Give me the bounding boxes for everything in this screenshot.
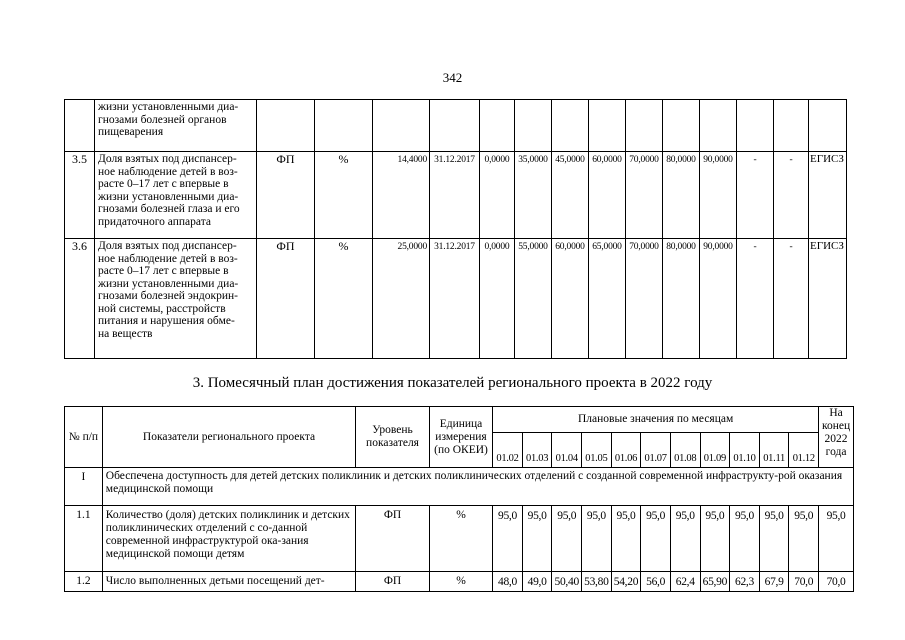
data-source: ЕГИСЗ	[809, 239, 847, 359]
period-value: 90,0000	[700, 152, 737, 239]
month-value: 95,0	[730, 506, 760, 572]
period-value: 90,0000	[700, 239, 737, 359]
indicator-level: ФП	[356, 572, 430, 592]
month-value: 67,9	[759, 572, 789, 592]
section-row	[65, 468, 854, 506]
period-value: 80,0000	[663, 239, 700, 359]
period-value: 35,0000	[515, 152, 552, 239]
month-value: 95,0	[611, 506, 641, 572]
month-value: 95,0	[789, 506, 819, 572]
month-value: 95,0	[493, 506, 523, 572]
month-value: 50,40	[552, 572, 582, 592]
period-value: 0,0000	[480, 152, 515, 239]
row-number: 1.1	[65, 506, 103, 572]
table-row	[65, 239, 847, 359]
period-value: 60,0000	[552, 239, 589, 359]
end-year-value: 70,0	[819, 572, 854, 592]
base-value	[373, 100, 430, 152]
month-header: 01.09	[700, 433, 730, 468]
month-header: 01.04	[552, 433, 582, 468]
period-value	[774, 100, 809, 152]
month-header: 01.12	[789, 433, 819, 468]
month-header: 01.07	[641, 433, 671, 468]
month-header: 01.02	[493, 433, 523, 468]
base-value: 14,4000	[373, 152, 430, 239]
table-row	[65, 572, 854, 592]
month-value: 95,0	[700, 506, 730, 572]
month-header: 01.03	[522, 433, 552, 468]
period-value	[515, 100, 552, 152]
month-header: 01.05	[582, 433, 612, 468]
month-header: 01.11	[759, 433, 789, 468]
section-title: 3. Помесячный план достижения показателей регионального проекта в 2022 году	[192, 375, 713, 391]
period-value: 70,0000	[626, 152, 663, 239]
period-value: 65,0000	[589, 239, 626, 359]
end-year-value: 95,0	[819, 506, 854, 572]
month-value: 49,0	[522, 572, 552, 592]
indicator-name: Количество (доля) детских поликлиник и детских поликлинических отделений с со-данной современной инфраструктурой ока-зания медицинской помощи детям	[102, 506, 355, 572]
indicator-name: Доля взятых под диспансер- ное наблюдение детей в воз- расте 0–17 лет с впервые в жизни установленными диа- гнозами болезней эндокрин- ной системы, расстройств питания и нарушения обме- на веществ	[95, 239, 257, 359]
page-number: 342	[442, 70, 463, 85]
base-date	[430, 100, 480, 152]
period-value: 80,0000	[663, 152, 700, 239]
indicator-level: ФП	[257, 239, 315, 359]
base-value: 25,0000	[373, 239, 430, 359]
month-value: 54,20	[611, 572, 641, 592]
header-unit: Единица измерения (по ОКЕИ)	[429, 407, 492, 468]
month-value: 95,0	[670, 506, 700, 572]
base-date: 31.12.2017	[430, 152, 480, 239]
period-value: 0,0000	[480, 239, 515, 359]
month-value: 95,0	[641, 506, 671, 572]
indicator-unit: %	[315, 152, 373, 239]
month-value: 48,0	[493, 572, 523, 592]
header-planned: Плановые значения по месяцам	[493, 407, 819, 433]
month-header: 01.08	[670, 433, 700, 468]
indicator-level: ФП	[257, 152, 315, 239]
data-source	[809, 100, 847, 152]
period-value	[552, 100, 589, 152]
month-value: 62,4	[670, 572, 700, 592]
month-value: 70,0	[789, 572, 819, 592]
month-value: 95,0	[522, 506, 552, 572]
base-date: 31.12.2017	[430, 239, 480, 359]
period-value	[480, 100, 515, 152]
month-value: 56,0	[641, 572, 671, 592]
indicator-name: Доля взятых под диспансер- ное наблюдение детей в воз- расте 0–17 лет с впервые в жизни установленными диа- гнозами болезней глаза и его придаточного аппарата	[95, 152, 257, 239]
period-value	[589, 100, 626, 152]
period-value: 70,0000	[626, 239, 663, 359]
row-number: 3.5	[65, 152, 95, 239]
month-value: 65,90	[700, 572, 730, 592]
period-value: -	[774, 239, 809, 359]
month-header: 01.10	[730, 433, 760, 468]
period-value	[700, 100, 737, 152]
data-source: ЕГИСЗ	[809, 152, 847, 239]
period-value: 45,0000	[552, 152, 589, 239]
header-num: № п/п	[65, 407, 103, 468]
period-value: -	[774, 152, 809, 239]
period-value	[626, 100, 663, 152]
indicator-unit: %	[429, 572, 492, 592]
period-value: -	[737, 239, 774, 359]
indicator-unit: %	[429, 506, 492, 572]
indicator-name: жизни установленными диа- гнозами болезней органов пищеварения	[95, 100, 257, 152]
table-row	[65, 152, 847, 239]
month-value: 95,0	[759, 506, 789, 572]
indicator-unit	[315, 100, 373, 152]
indicator-level	[257, 100, 315, 152]
indicators-table-continued	[64, 99, 847, 359]
table-row	[65, 100, 847, 152]
month-value: 95,0	[552, 506, 582, 572]
month-value: 62,3	[730, 572, 760, 592]
period-value: -	[737, 152, 774, 239]
header-level: Уровень показателя	[356, 407, 430, 468]
header-end-year: На конец 2022 года	[819, 407, 854, 468]
header-indicator: Показатели регионального проекта	[102, 407, 355, 468]
period-value	[737, 100, 774, 152]
monthly-plan-table	[64, 406, 854, 592]
month-value: 95,0	[582, 506, 612, 572]
row-number	[65, 100, 95, 152]
indicator-unit: %	[315, 239, 373, 359]
section-number: I	[65, 468, 103, 506]
period-value: 60,0000	[589, 152, 626, 239]
indicator-level: ФП	[356, 506, 430, 572]
month-header: 01.06	[611, 433, 641, 468]
row-number: 1.2	[65, 572, 103, 592]
period-value: 55,0000	[515, 239, 552, 359]
indicator-name: Число выполненных детьми посещений дет-	[102, 572, 355, 592]
section-text: Обеспечена доступность для детей детских поликлиник и детских поликлинических отделений с созданной современной инфраструкту-рой оказания медицинской помощи	[102, 468, 853, 506]
period-value	[663, 100, 700, 152]
month-value: 53,80	[582, 572, 612, 592]
table-row	[65, 506, 854, 572]
row-number: 3.6	[65, 239, 95, 359]
